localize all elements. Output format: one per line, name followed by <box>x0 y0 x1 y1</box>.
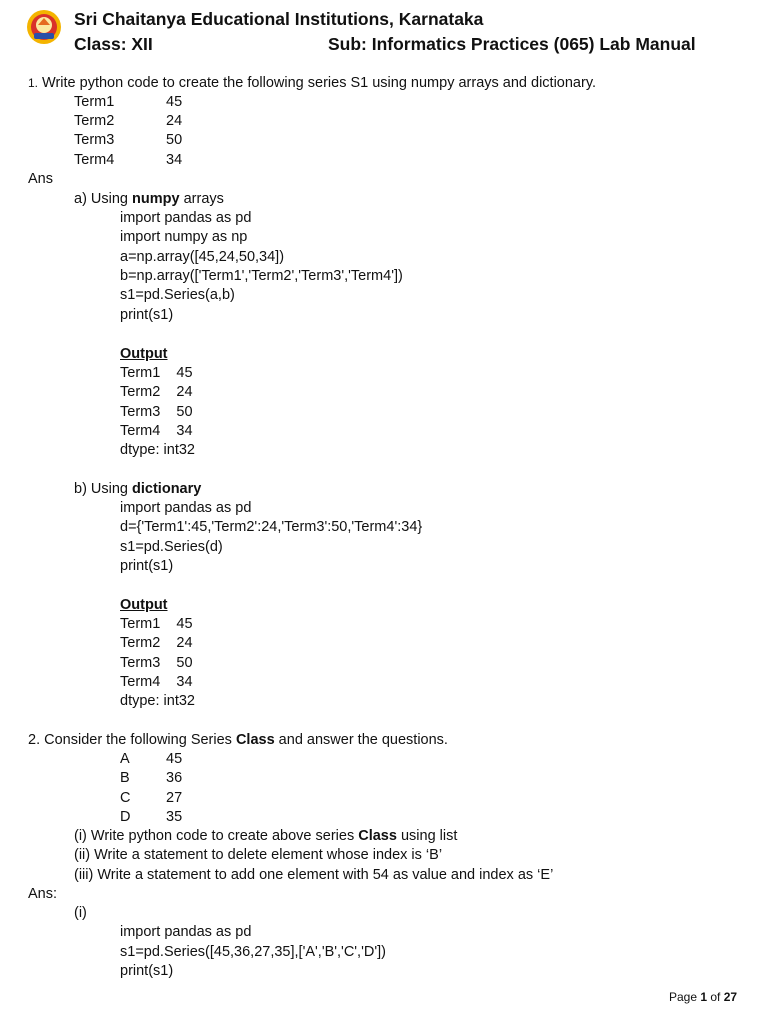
output-line: Term4 34 <box>120 423 193 439</box>
q2-value: 36 <box>166 770 183 786</box>
q2-ans-label: Ans: <box>28 886 58 902</box>
page-total: 27 <box>723 990 738 1004</box>
q2-value: 45 <box>166 751 183 767</box>
q1-term: Term1 <box>74 94 115 110</box>
q2-sub-question-3: (iii) Write a statement to add one element with 54 as value and index as ‘E’ <box>74 867 554 883</box>
code-line: print(s1) <box>120 307 174 323</box>
institution-title: Sri Chaitanya Educational Institutions, Karnataka <box>74 9 484 29</box>
part-b-keyword: dictionary <box>132 481 202 497</box>
q2-sub1-keyword: Class <box>358 828 397 844</box>
question-2 <box>28 731 448 750</box>
q2-value: 27 <box>166 790 183 806</box>
q1-ans-label: Ans <box>28 171 53 187</box>
q2-sub1-prefix: (i) Write python code to create above series <box>74 828 359 844</box>
part-a-output-label: Output <box>120 346 168 362</box>
q1-value: 34 <box>166 152 183 168</box>
output-line: Term3 50 <box>120 404 193 420</box>
code-line: import pandas as pd <box>120 924 252 940</box>
part-b-heading <box>74 480 201 499</box>
code-line: b=np.array(['Term1','Term2','Term3','Term4']) <box>120 268 403 284</box>
code-line: s1=pd.Series(d) <box>120 539 223 555</box>
output-line: Term2 24 <box>120 635 193 651</box>
part-a-prefix: a) Using <box>74 191 133 207</box>
q2-value: 35 <box>166 809 183 825</box>
q2-sub-question-1 <box>74 827 457 846</box>
page-prefix: Page <box>669 990 701 1004</box>
institution-logo <box>26 9 62 45</box>
output-line: Term1 45 <box>120 365 193 381</box>
code-line: import numpy as np <box>120 229 248 245</box>
code-line: print(s1) <box>120 963 174 979</box>
question-1 <box>28 74 596 93</box>
question-1-text: Write python code to create the following series S1 using numpy arrays and dictionary. <box>42 75 597 91</box>
q2-ans-part: (i) <box>74 905 87 921</box>
question-1-number: 1. <box>28 76 39 90</box>
code-line: s1=pd.Series([45,36,27,35],['A','B','C','D']) <box>120 944 386 960</box>
q2-index: B <box>120 770 130 786</box>
output-line: Term1 45 <box>120 616 193 632</box>
question-2-prefix: 2. Consider the following Series <box>28 732 236 748</box>
output-line: Term3 50 <box>120 655 193 671</box>
output-line: dtype: int32 <box>120 693 195 709</box>
output-line: Term4 34 <box>120 674 193 690</box>
part-a-heading <box>74 190 224 209</box>
q1-value: 50 <box>166 132 183 148</box>
part-a-suffix: arrays <box>179 191 224 207</box>
q2-index: C <box>120 790 131 806</box>
q1-value: 45 <box>166 94 183 110</box>
output-line: Term2 24 <box>120 384 193 400</box>
code-line: d={'Term1':45,'Term2':24,'Term3':50,'Term4':34} <box>120 519 423 535</box>
code-line: a=np.array([45,24,50,34]) <box>120 249 285 265</box>
q2-sub-question-2: (ii) Write a statement to delete element whose index is ‘B’ <box>74 847 443 863</box>
page-number <box>669 990 737 1004</box>
part-b-prefix: b) Using <box>74 481 133 497</box>
q1-term: Term2 <box>74 113 115 129</box>
q2-sub1-suffix: using list <box>396 828 458 844</box>
code-line: import pandas as pd <box>120 210 252 226</box>
subject-label: Sub: Informatics Practices (065) Lab Manual <box>328 34 696 54</box>
page-current: 1 <box>700 990 708 1004</box>
code-line: import pandas as pd <box>120 500 252 516</box>
code-line: print(s1) <box>120 558 174 574</box>
class-label: Class: XII <box>74 34 153 54</box>
part-b-output-label: Output <box>120 597 168 613</box>
code-line: s1=pd.Series(a,b) <box>120 287 235 303</box>
question-2-suffix: and answer the questions. <box>274 732 448 748</box>
page-mid: of <box>707 990 724 1004</box>
q1-term: Term4 <box>74 152 115 168</box>
output-line: dtype: int32 <box>120 442 195 458</box>
q1-value: 24 <box>166 113 183 129</box>
q2-index: D <box>120 809 131 825</box>
part-a-keyword: numpy <box>132 191 180 207</box>
q1-term: Term3 <box>74 132 115 148</box>
q2-index: A <box>120 751 130 767</box>
question-2-keyword: Class <box>235 732 275 748</box>
